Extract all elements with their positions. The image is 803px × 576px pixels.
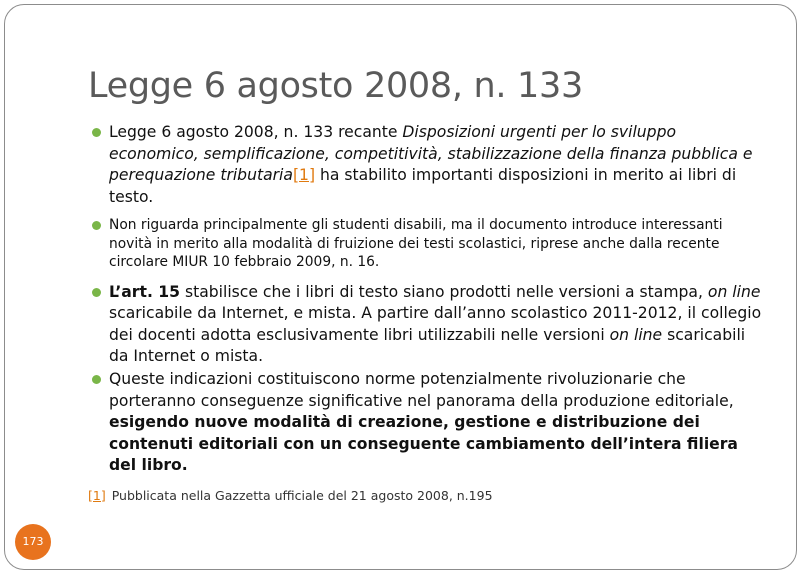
bullet-list bbox=[90, 122, 762, 477]
footnote-anchor-link[interactable]: [1] bbox=[88, 488, 106, 503]
footnote bbox=[88, 488, 493, 503]
article-bold: L’art. 15 bbox=[109, 282, 180, 301]
bullet-text: Legge 6 agosto 2008, n. 133 recante bbox=[109, 123, 403, 141]
bullet-text: stabilisce che i libri di testo siano prodotti nelle versioni a stampa, bbox=[180, 282, 708, 301]
bullet-text: scaricabili da Internet o mista. bbox=[109, 325, 746, 366]
bullet-dot bbox=[92, 288, 101, 297]
bullet-dot bbox=[92, 375, 101, 384]
bullet-item-indicazioni bbox=[90, 369, 762, 477]
footnote-text: Pubblicata nella Gazzetta ufficiale del 21 agosto 2008, n.195 bbox=[111, 488, 493, 503]
online-italic: on line bbox=[707, 282, 761, 301]
bullet-text: ha stabilito importanti disposizioni in merito ai libri di testo. bbox=[109, 166, 737, 206]
law-title-italic: Disposizioni urgenti per lo sviluppo economico, semplificazione, competitività, stabilizzazione della finanza pubblica e perequazione tributaria bbox=[109, 123, 753, 185]
bullet-text: Queste indicazioni costituiscono norme potenzialmente rivoluzionarie che porteranno conseguenze significative nel panorama della produzione editoriale, bbox=[109, 369, 734, 410]
slide-title: Legge 6 agosto 2008, n. 133 bbox=[88, 66, 583, 106]
bullet-item-disabili bbox=[90, 216, 762, 271]
online-italic: on line bbox=[609, 325, 663, 344]
bullet-bold-text: esigendo nuove modalità di creazione, gestione e distribuzione dei contenuti editoriali con un conseguente cambiamento dell’intera filiera del libro. bbox=[109, 413, 738, 475]
bullet-item-legge bbox=[90, 122, 762, 208]
bullet-dot bbox=[92, 128, 101, 137]
bullet-item-art15 bbox=[90, 282, 762, 368]
bullet-text: Non riguarda principalmente gli studenti disabili, ma il documento introduce interessanti novità in merito alla modalità di fruizione dei testi scolastici, riprese anche dalla recente circolare MIUR 10 febbraio 2009, n. 16. bbox=[109, 217, 723, 271]
bullet-text: scaricabile da Internet, e mista. A partire dall’anno scolastico 2011-2012, il collegio dei docenti adotta esclusivamente libri utilizzabili nelle versioni bbox=[109, 304, 762, 344]
page-number-badge: 173 bbox=[15, 524, 51, 560]
footnote-ref-link[interactable]: [1] bbox=[292, 166, 316, 185]
bullet-dot bbox=[92, 221, 101, 230]
